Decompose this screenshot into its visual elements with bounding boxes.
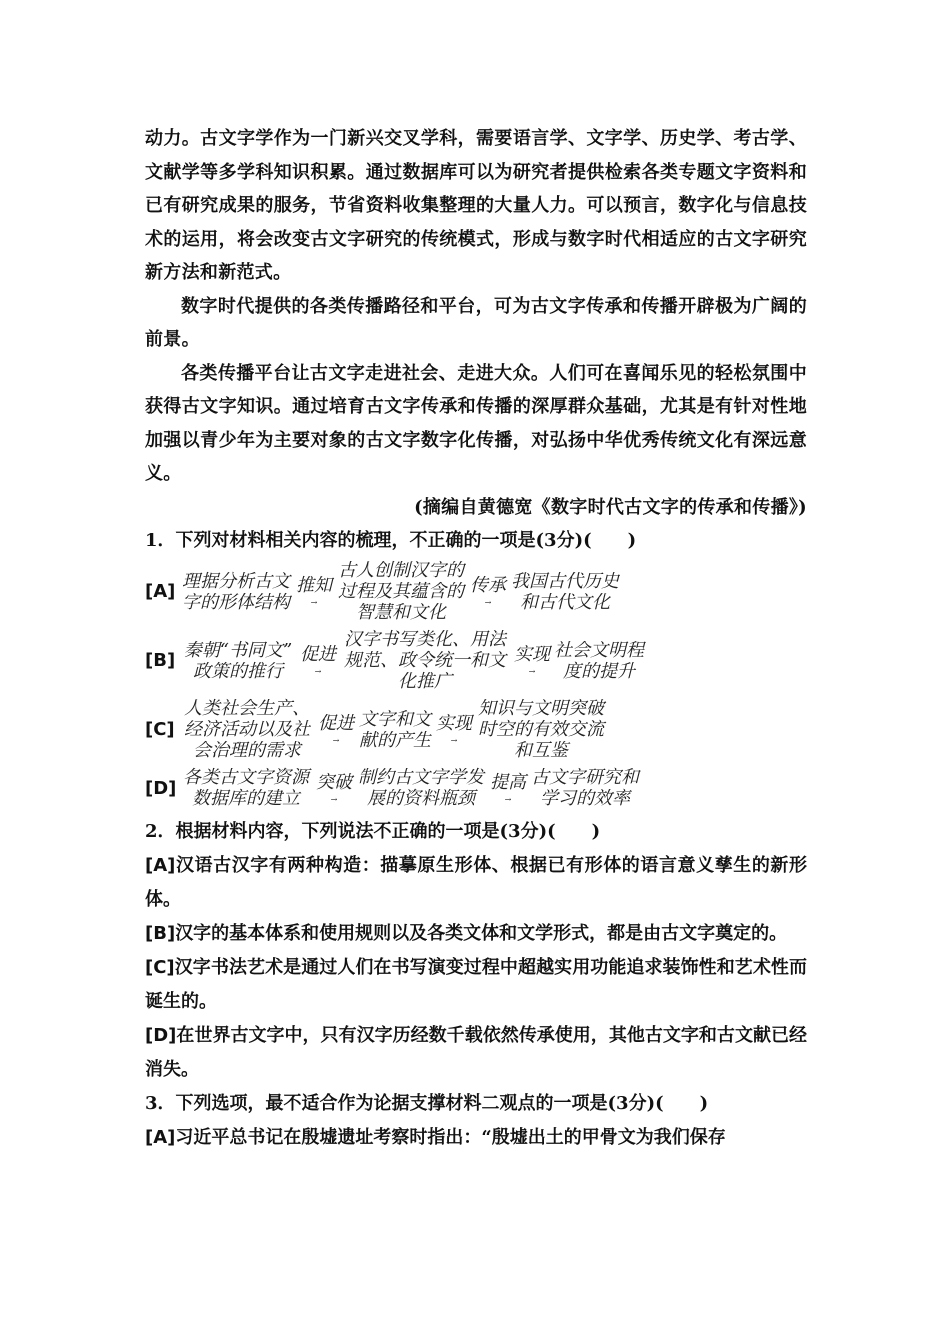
q2-option-b[interactable] — [145, 917, 807, 951]
q1-option-d[interactable] — [145, 767, 807, 809]
chain-arrow-2: 实现 → — [514, 644, 550, 676]
question-3-stem: 3．下列选项，最不适合作为论据支撑材料二观点的一项是(3分)( ) — [145, 1093, 709, 1114]
option-text: 汉字的基本体系和使用规则以及各类文体和文学形式，都是由古文字奠定的。 — [175, 923, 788, 944]
option-label: [D] — [145, 1025, 177, 1046]
chain-arrow-1: 促进 → — [300, 644, 336, 676]
option-label: [C] — [145, 957, 175, 978]
chain-node-2: 文字和文 献的产生 — [359, 708, 431, 751]
arrow-icon: → — [484, 598, 492, 607]
chain-node-3: 我国古代历史 和古代文化 — [511, 570, 619, 613]
option-label: [A] — [145, 581, 176, 602]
chain-node-1: 理据分析古文 字的形体结构 — [182, 570, 290, 613]
chain-node-2: 古人创制汉字的 过程及其蕴含的 智慧和文化 — [338, 560, 464, 623]
chain-node-2: 汉字书写类化、用法 规范、政令统一和文 化推广 — [344, 629, 506, 692]
chain-node-3: 知识与文明突破 时空的有效交流 和互鉴 — [478, 698, 604, 761]
arrow-icon: → — [450, 736, 458, 745]
q2-option-d[interactable] — [145, 1019, 807, 1087]
option-label: [B] — [145, 923, 176, 944]
arrow-icon: → — [310, 598, 318, 607]
option-text: 习近平总书记在殷墟遗址考察时指出：“殷墟出土的甲骨文为我们保存 — [175, 1127, 726, 1148]
paragraph-2: 数字时代提供的各类传播路径和平台，可为古文字传承和传播开辟极为广阔的前景。 — [145, 295, 807, 350]
source-citation: (摘编自黄德宽《数字时代古文字的传承和传播》) — [414, 496, 807, 518]
q1-option-c[interactable] — [145, 698, 807, 761]
arrow-icon: → — [504, 794, 512, 804]
q2-option-c[interactable] — [145, 951, 807, 1019]
q1-option-b[interactable] — [145, 629, 807, 692]
chain-arrow-1: 突破 → — [316, 771, 352, 804]
option-label: [A] — [145, 855, 176, 876]
option-label: [B] — [145, 650, 176, 671]
chain-node-2: 制约古文字学发 展的资料瓶颈 — [358, 767, 484, 809]
q2-option-a[interactable] — [145, 849, 807, 917]
question-2-stem: 2．根据材料内容，下列说法不正确的一项是(3分)( ) — [145, 821, 601, 842]
chain-arrow-2: 传承 → — [470, 575, 506, 607]
chain-arrow-2: 提高 → — [490, 771, 526, 804]
option-label: [C] — [145, 719, 175, 740]
arrow-icon: → — [330, 794, 338, 804]
chain-node-1: 人类社会生产、 经济活动以及社 会治理的需求 — [184, 698, 310, 761]
option-label: [D] — [145, 777, 177, 799]
chain-arrow-1: 促进 → — [318, 713, 354, 745]
option-text: 汉字书法艺术是通过人们在书写演变过程中超越实用功能追求装饰性和艺术性而诞生的。 — [145, 957, 807, 1012]
paragraph-1: 动力。古文字学作为一门新兴交叉学科，需要语言学、文字学、历史学、考古学、文献学等多学科知识积累。通过数据库可以为研究者提供检索各类专题文字资料和已有研究成果的服务，节省资料收集整理的大量人力。可以预言，数字化与信息技术的运用，将会改变古文字研究的传统模式，形成与数字时代相适应的古文字研究新方法和新范式。 — [145, 128, 807, 283]
chain-node-1: 秦朝“书同文” 政策的推行 — [183, 639, 293, 682]
document-page — [145, 122, 807, 1155]
option-label: [A] — [145, 1127, 176, 1148]
q3-option-a[interactable] — [145, 1121, 807, 1155]
chain-node-1: 各类古文字资源 数据库的建立 — [183, 767, 309, 809]
chain-arrow-1: 推知 → — [296, 575, 332, 607]
arrow-icon: → — [528, 667, 536, 676]
option-text: 汉语古汉字有两种构造：描摹原生形体、根据已有形体的语言意义孳生的新形体。 — [145, 855, 807, 910]
q1-option-a[interactable] — [145, 560, 807, 623]
question-1-stem: 1．下列对材料相关内容的梳理，不正确的一项是(3分)( ) — [145, 530, 637, 551]
arrow-icon: → — [332, 736, 340, 745]
option-text: 在世界古文字中，只有汉字历经数千载依然传承使用，其他古文字和古文献已经消失。 — [145, 1025, 807, 1080]
chain-node-3: 社会文明程 度的提升 — [554, 639, 644, 682]
chain-arrow-2: 实现 → — [436, 713, 472, 745]
arrow-icon: → — [314, 667, 322, 676]
chain-node-3: 古文字研究和 学习的效率 — [531, 767, 639, 809]
paragraph-3: 各类传播平台让古文字走进社会、走进大众。人们可在喜闻乐见的轻松氛围中获得古文字知识。通过培育古文字传承和传播的深厚群众基础，尤其是有针对性地加强以青少年为主要对象的古文字数字化传播，对弘扬中华优秀传统文化有深远意义。 — [145, 362, 807, 484]
